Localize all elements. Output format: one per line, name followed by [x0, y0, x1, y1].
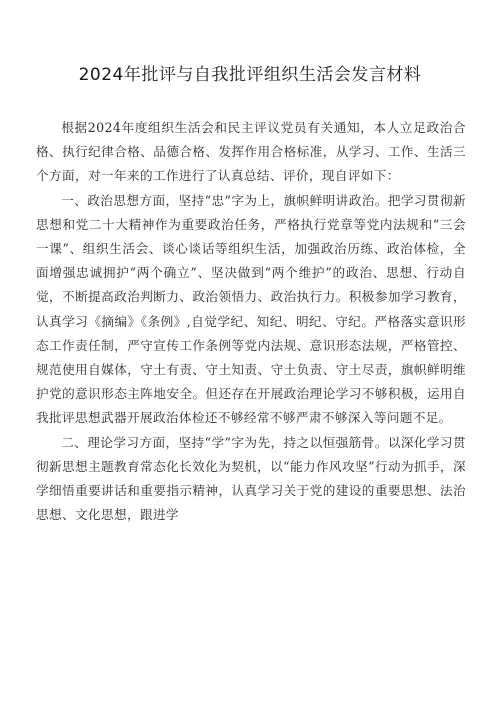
document-body [36, 116, 466, 527]
paragraph-political: 一、政治思想方面，坚持“忠”字为上，旗帜鲜明讲政治。把学习贯彻新思想和党二十大精神作为重要政治任务，严格执行党章等党内法规和“三会一课”、组织生活会、谈心谈话等组织生活，加强政治历练、政治体检，全面增强忠诚拥护“两个确立”、坚决做到“两个维护”的政治、思想、行动自觉，不断提高政治判断力、政治领悟力、政治执行力。积极参加学习教育，认真学习《摘编》《条例》,自觉学纪、知纪、明纪、守纪。严格落实意识形态工作责任制，严守宣传工作条例等党内法规、意识形态法规，严格管控、规范使用自媒体，守土有责、守土知责、守土负责、守土尽责，旗帜鲜明维护党的意识形态主阵地安全。但还存在开展政治理论学习不够积极，运用自我批评思想武器开展政治体检还不够经常不够严肃不够深入等问题不足。 [36, 192, 466, 426]
page-title: 2024年批评与自我批评组织生活会发言材料 [78, 65, 422, 85]
paragraph-intro: 根据2024年度组织生活会和民主评议党员有关通知，本人立足政治合格、执行纪律合格、品德合格、发挥作用合格标准，从学习、工作、生活三个方面，对一年来的工作进行了认真总结、评价，现自评如下： [36, 120, 466, 184]
paragraph-theory: 二、理论学习方面，坚持“学”字为先，持之以恒强筋骨。以深化学习贯彻新思想主题教育常态化长效化为契机，以“能力作风攻坚”行动为抓手，深学细悟重要讲话和重要指示精神，认真学习关于党的建设的重要思想、法治思想、文化思想，跟进学 [36, 434, 466, 523]
